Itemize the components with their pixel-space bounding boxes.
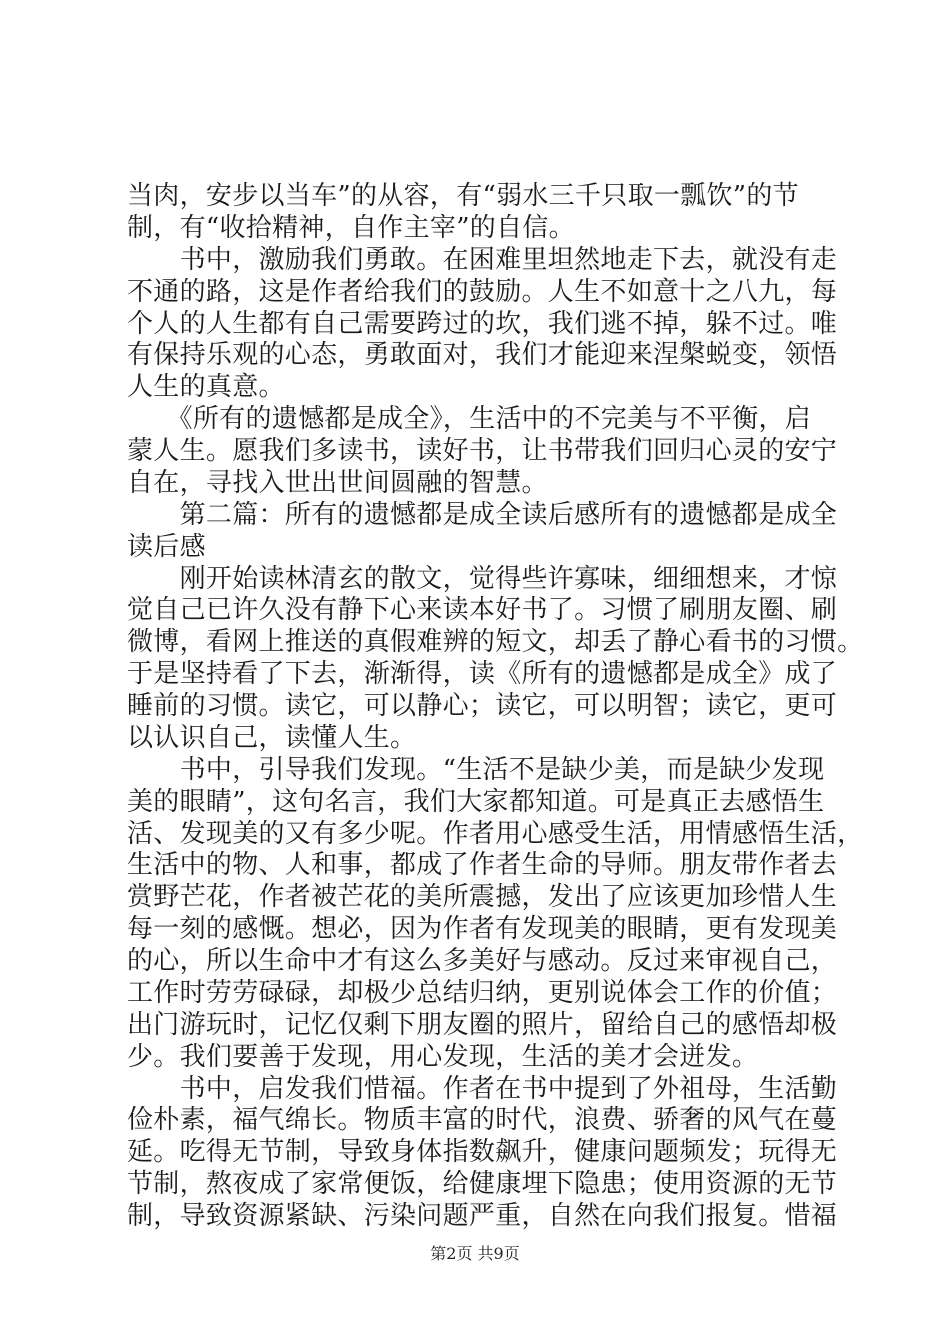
text-line: 书中，启发我们惜福。作者在书中提到了外祖母，生活勤 [127,1074,838,1104]
section-heading: 第二篇：所有的遗憾都是成全读后感所有的遗憾都是成全 [127,500,838,530]
text-line: 《所有的遗憾都是成全》，生活中的不完美与不平衡，启 [127,404,812,434]
text-line: 个人的人生都有自己需要跨过的坎，我们逃不掉，躲不过。唯 [127,309,838,339]
text-line: 美的眼睛”，这句名言，我们大家都知道。可是真正去感悟生 [127,787,825,817]
text-line: 觉自己已许久没有静下心来读本好书了。习惯了刷朋友圈、刷 [127,595,838,625]
text-line: 自在，寻找入世出世间圆融的智慧。 [127,468,548,498]
text-line: 不通的路，这是作者给我们的鼓励。人生不如意十之八九，每 [127,277,838,307]
text-line: 俭朴素，福气绵长。物质丰富的时代，浪费、骄奢的风气在蔓 [127,1105,838,1135]
text-line: 蒙人生。愿我们多读书，读好书，让书带我们回归心灵的安宁 [127,436,838,466]
page-footer: 第2页 共9页 [430,1244,520,1263]
text-line: 人生的真意。 [127,372,285,402]
text-line: 少。我们要善于发现，用心发现，生活的美才会迸发。 [127,1042,759,1072]
text-line: 睡前的习惯。读它，可以静心；读它，可以明智；读它，更可 [127,691,838,721]
text-line: 工作时劳劳碌碌，却极少总结归纳，更别说体会工作的价值； [127,978,838,1008]
text-line: 制，有“收拾精神，自作主宰”的自信。 [127,213,575,243]
text-line: 微博，看网上推送的真假难辨的短文，却丢了静心看书的习惯。 [127,627,864,657]
text-line: 书中，引导我们发现。“生活不是缺少美，而是缺少发现 [127,755,825,785]
text-line: 有保持乐观的心态，勇敢面对，我们才能迎来涅槃蜕变，领悟 [127,340,838,370]
text-line: 书中，激励我们勇敢。在困难里坦然地走下去，就没有走 [127,245,838,275]
text-line: 延。吃得无节制，导致身体指数飙升，健康问题频发；玩得无 [127,1137,838,1167]
text-line: 出门游玩时，记忆仅剩下朋友圈的照片，留给自己的感悟却极 [127,1010,838,1040]
text-line: 生活中的物、人和事，都成了作者生命的导师。朋友带作者去 [127,850,838,880]
text-line: 节制，熬夜成了家常便饭，给健康埋下隐患；使用资源的无节 [127,1169,838,1199]
text-line: 活、发现美的又有多少呢。作者用心感受生活，用情感悟生活， [127,819,864,849]
text-line: 刚开始读林清玄的散文，觉得些许寡味，细细想来，才惊 [127,564,838,594]
section-heading: 读后感 [127,532,206,562]
text-line: 每一刻的感慨。想必，因为作者有发现美的眼睛，更有发现美 [127,914,838,944]
text-line: 的心，所以生命中才有这么多美好与感动。反过来审视自己， [127,946,838,976]
text-line: 制，导致资源紧缺、污染问题严重，自然在向我们报复。惜福 [127,1201,838,1231]
text-line: 赏野芒花，作者被芒花的美所震撼，发出了应该更加珍惜人生 [127,882,838,912]
text-line: 以认识自己，读懂人生。 [127,723,417,753]
text-line: 当肉，安步以当车”的从容，有“弱水三千只取一瓢饮”的节 [127,181,799,211]
text-line: 于是坚持看了下去，渐渐得，读《所有的遗憾都是成全》成了 [127,659,838,689]
